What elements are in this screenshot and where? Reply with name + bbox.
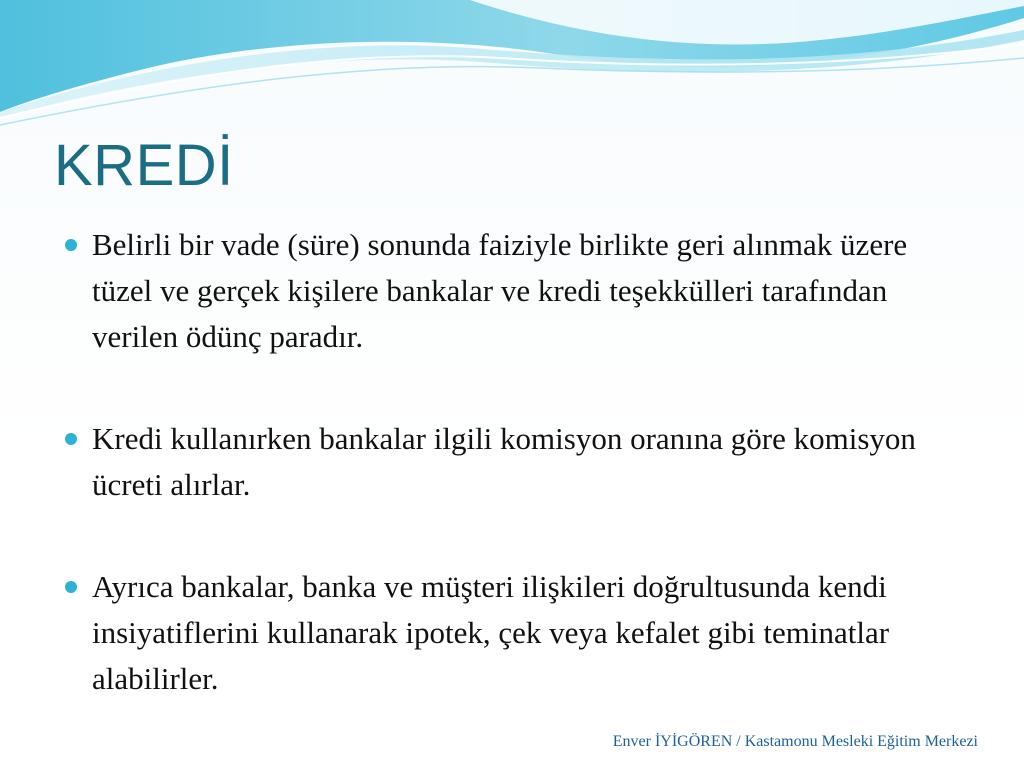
header-wave-decoration bbox=[0, 0, 1024, 130]
slide-footer: Enver İYİGÖREN / Kastamonu Mesleki Eğitim Merkezi bbox=[612, 733, 978, 750]
list-item bbox=[62, 222, 962, 360]
bullet-dot-icon bbox=[65, 433, 77, 445]
list-item bbox=[62, 416, 962, 508]
bullet-text: Belirli bir vade (süre) sonunda faiziyle birlikte geri alınmak üzere tüzel ve gerçek kişilere bankalar ve kredi teşekkülleri tarafından verilen ödünç paradır. bbox=[92, 227, 908, 354]
bullet-text: Kredi kullanırken bankalar ilgili komisyon oranına göre komisyon ücreti alırlar. bbox=[92, 421, 916, 502]
bullet-dot-icon bbox=[65, 581, 77, 593]
slide-title: KREDİ bbox=[54, 133, 234, 198]
bullet-dot-icon bbox=[65, 239, 77, 251]
list-item bbox=[62, 564, 962, 702]
bullet-list bbox=[62, 222, 962, 702]
bullet-text: Ayrıca bankalar, banka ve müşteri ilişkileri doğrultusunda kendi insiyatiflerini kullanarak ipotek, çek veya kefalet gibi teminatlar alabilirler. bbox=[92, 569, 890, 696]
